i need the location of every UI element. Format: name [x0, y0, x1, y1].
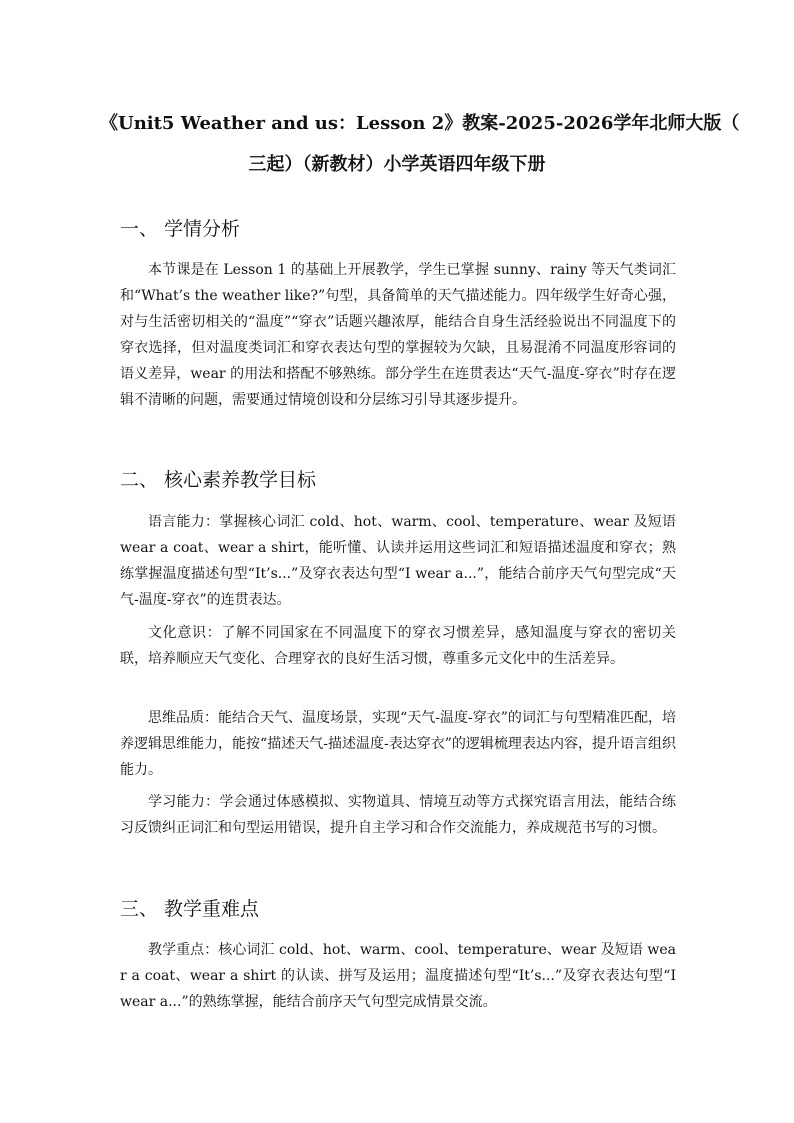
document-title-line-1: 《Unit5 Weather and us：Lesson 2》教案-2025-2026学年北师大版（	[100, 113, 740, 134]
section-heading-key-difficult-points: 三、 教学重难点	[120, 898, 260, 920]
paragraph-thinking-quality: 思维品质：能结合天气、温度场景，实现“天气-温度-穿衣”的词汇与句型精准匹配，培养逻辑思维能力，能按“描述天气-描述温度-表达穿衣”的逻辑梳理表达内容，提升语言组织能力。	[120, 710, 676, 778]
section-heading-teaching-objectives: 二、 核心素养教学目标	[120, 469, 317, 491]
paragraph-teaching-focus: 教学重点：核心词汇 cold、hot、warm、cool、temperature、wear 及短语 wear a coat、wear a shirt 的认读、拼写及运用；温度描述句型“It’s...”及穿衣表达句型“I wear a...”的熟练掌握，能结合前序天气句型完成情景交流。	[120, 942, 676, 1010]
paragraph-cultural-awareness: 文化意识：了解不同国家在不同温度下的穿衣习惯差异，感知温度与穿衣的密切关联，培养顺应天气变化、合理穿衣的良好生活习惯，尊重多元文化中的生活差异。	[120, 625, 676, 667]
paragraph-language-ability: 语言能力：掌握核心词汇 cold、hot、warm、cool、temperature、wear 及短语 wear a coat、wear a shirt，能听懂、认读并运用这些词汇和短语描述温度和穿衣；熟练掌握温度描述句型“It’s...”及穿衣表达句型“I wear a...”，能结合前序天气句型完成“天气-温度-穿衣”的连贯表达。	[120, 514, 676, 608]
paragraph-learner-analysis: 本节课是在 Lesson 1 的基础上开展教学，学生已掌握 sunny、rainy 等天气类词汇和“What’s the weather like?”句型，具备简单的天气描述能力。四年级学生好奇心强，对与生活密切相关的“温度”“穿衣”话题兴趣浓厚，能结合自身生活经验说出不同温度下的穿衣选择，但对温度类词汇和穿衣表达句型的掌握较为欠缺，且易混淆不同温度形容词的语义差异，wear 的用法和搭配不够熟练。部分学生在连贯表达“天气-温度-穿衣”时存在逻辑不清晰的问题，需要通过情境创设和分层练习引导其逐步提升。	[120, 262, 676, 408]
paragraph-learning-ability: 学习能力：学会通过体感模拟、实物道具、情境互动等方式探究语言用法，能结合练习反馈纠正词汇和句型运用错误，提升自主学习和合作交流能力，养成规范书写的习惯。	[120, 794, 676, 836]
section-heading-learner-analysis: 一、 学情分析	[120, 218, 241, 240]
document-title-line-2: 三起）（新教材）小学英语四年级下册	[248, 154, 546, 175]
